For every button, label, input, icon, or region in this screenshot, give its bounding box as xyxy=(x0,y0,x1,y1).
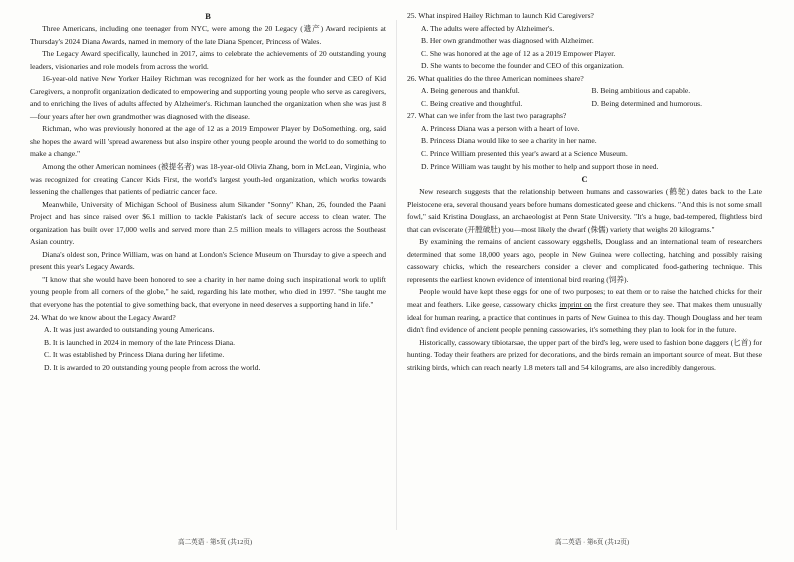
underlined-phrase: imprint on xyxy=(559,300,592,310)
passage-paragraph: The Legacy Award specifically, launched in 2017, aims to celebrate the achievements of 20 outstanding young leaders, visionaries and role models from across the world. xyxy=(30,49,386,71)
question-27-option-d: D. Prince William was taught by his mother to help and support those in need. xyxy=(421,161,659,171)
question-26-option-c: C. Being creative and thoughtful. xyxy=(421,98,523,108)
passage-paragraph: Diana's oldest son, Prince William, was on hand at London's Science Museum on Thursday to give a speech and present this year's Legacy Awards. xyxy=(30,249,386,272)
question-26-stem: 26. What qualities do the three American nominees share? xyxy=(407,73,584,83)
question-24-option-c: C. It was established by Princess Diana during her lifetime. xyxy=(44,350,225,360)
question-26-option-a: A. Being generous and thankful. xyxy=(421,86,520,96)
question-24-option-b: B. It is launched in 2024 in memory of the late Princess Diana. xyxy=(44,337,236,347)
question-24-option-d: D. It is awarded to 20 outstanding young people from across the world. xyxy=(44,362,261,372)
section-b-heading: B xyxy=(205,12,211,21)
question-25-stem: 25. What inspired Hailey Richman to launch Kid Caregivers? xyxy=(407,11,594,20)
right-page xyxy=(407,10,762,374)
question-27-option-b: B. Princess Diana would like to see a charity in her name. xyxy=(421,136,597,146)
passage-paragraph: Historically, cassowary tibiotarsae, the upper part of the bird's leg, were used to fashion bone daggers (匕首) for hunting. Today their feathers are prized for decorations, and the birds remain an important source of meat. But these striking birds, which can reach nearly 1.8 meters tall and 54 kilograms, are also incredibly dangerous. xyxy=(407,337,762,372)
question-27-option-a: A. Princess Diana was a person with a heart of love. xyxy=(421,123,580,133)
question-27-stem: 27. What can we infer from the last two paragraphs? xyxy=(407,111,567,121)
question-25-option-d: D. She wants to become the founder and CEO of this organization. xyxy=(421,61,624,71)
passage-paragraph: Among the other American nominees (被提名者) was 18-year-old Olivia Zhang, born in McLean, Virginia, who was recognized for creating Cancer Kids First, the world's largest youth-led organization, which works towards lessening the challenges that patients of pediatric cancer face. xyxy=(30,162,386,197)
question-26-options-row-1 xyxy=(421,85,762,98)
question-24-stem: 24. What do we know about the Legacy Award? xyxy=(30,312,176,322)
left-page xyxy=(30,10,386,374)
passage-paragraph xyxy=(407,286,762,336)
question-26-option-d: D. Being determined and humorous. xyxy=(591,98,703,108)
passage-paragraph: By examining the remains of ancient cassowary eggshells, Douglass and an international team of researchers determined that some 18,000 years ago, people in New Guinea were collecting, hatching and possibly raising cassowary chicks, which the researchers consider a clever and complicated food-gathering technique. This represents the earliest known evidence of intentional bird rearing (饲养). xyxy=(407,237,762,284)
question-25-option-b: B. Her own grandmother was diagnosed with Alzheimer. xyxy=(421,36,594,46)
page-footer-left: 高二英语 · 第5页 (共12页) xyxy=(178,539,253,546)
question-24-option-a: A. It was just awarded to outstanding young Americans. xyxy=(44,325,215,335)
passage-paragraph: Richman, who was previously honored at the age of 12 as a 2019 Empower Player by DoSomething. org, said she hopes the award will 'spread awareness but also inspire other young people around the world to do something to make a change." xyxy=(30,124,386,159)
page-footer-right: 高二英语 · 第6页 (共12页) xyxy=(555,539,630,546)
section-c-heading: C xyxy=(581,175,588,185)
question-27-option-c: C. Prince William presented this year's award at a Science Museum. xyxy=(421,149,628,159)
passage-paragraph: 16-year-old native New Yorker Hailey Richman was recognized for her work as the founder and CEO of Kid Caregivers, a nonprofit organization dedicated to empowering and supporting young people who serve as caregivers, and to enriching the lives of adults affected by Alzheimer's. Richman launched the organization when she was just 8—four years after her own grandmother was diagnosed with the disease. xyxy=(30,74,386,121)
question-26-options-row-2 xyxy=(421,98,762,111)
page-divider xyxy=(396,20,397,530)
passage-paragraph: Three Americans, including one teenager from NYC, were among the 20 Legacy (遗产) Award recipients at Thursday's 2024 Diana Awards, named in memory of the late Diana Spencer, Princess of Wales. xyxy=(30,24,386,46)
passage-paragraph: "I know that she would have been honored to see a charity in her name doing such inspirational work to uplift young people from all corners of the globe," he said, regarding his late mother, who died in 1997. "She taught me that everyone has the potential to give something back, that everyone in need deserves a supporting hand in life." xyxy=(30,274,386,310)
question-25-option-a: A. The adults were affected by Alzheimer's. xyxy=(421,23,555,33)
question-25-option-c: C. She was honored at the age of 12 as a 2019 Empower Player. xyxy=(421,48,616,58)
passage-paragraph: Meanwhile, University of Michigan School of Business alum Sikander "Sonny" Khan, 26, founded the Paani Project and has since raised over $6.1 million to tackle Pakistan's lack of secure access to clean water. The organization has built over 17,000 wells and served more than 2.5 million meals to villagers across the Southeast Asian country. xyxy=(30,199,386,247)
question-26-option-b: B. Being ambitious and capable. xyxy=(591,86,691,96)
paragraph-text: the first creature they see. That makes them unusually ideal for human rearing, a practice that continues in parts of New Guinea to this day. Though Douglass and her team didn't find evidence of ancient people penning cassowaries, it's something they plan to look for in the future. xyxy=(407,300,762,335)
passage-paragraph: New research suggests that the relationship between humans and cassowaries (鹤鸵) dates back to the Late Pleistocene era, several thousand years before humans domesticated geese and chickens. "And this is not some small fowl," said Kristina Douglass, an archaeologist at Penn State University. "It's a huge, bad-tempered, flightless bird that can eviscerate (开膛破肚) you—most likely the dwarf (侏儒) variety that weighs 20 kilograms." xyxy=(407,187,762,234)
paragraph-text: People would have kept these eggs for one of two purposes; to eat them or to raise the hatched chicks for their meat and feathers. Like geese, cassowary chicks xyxy=(407,287,762,310)
